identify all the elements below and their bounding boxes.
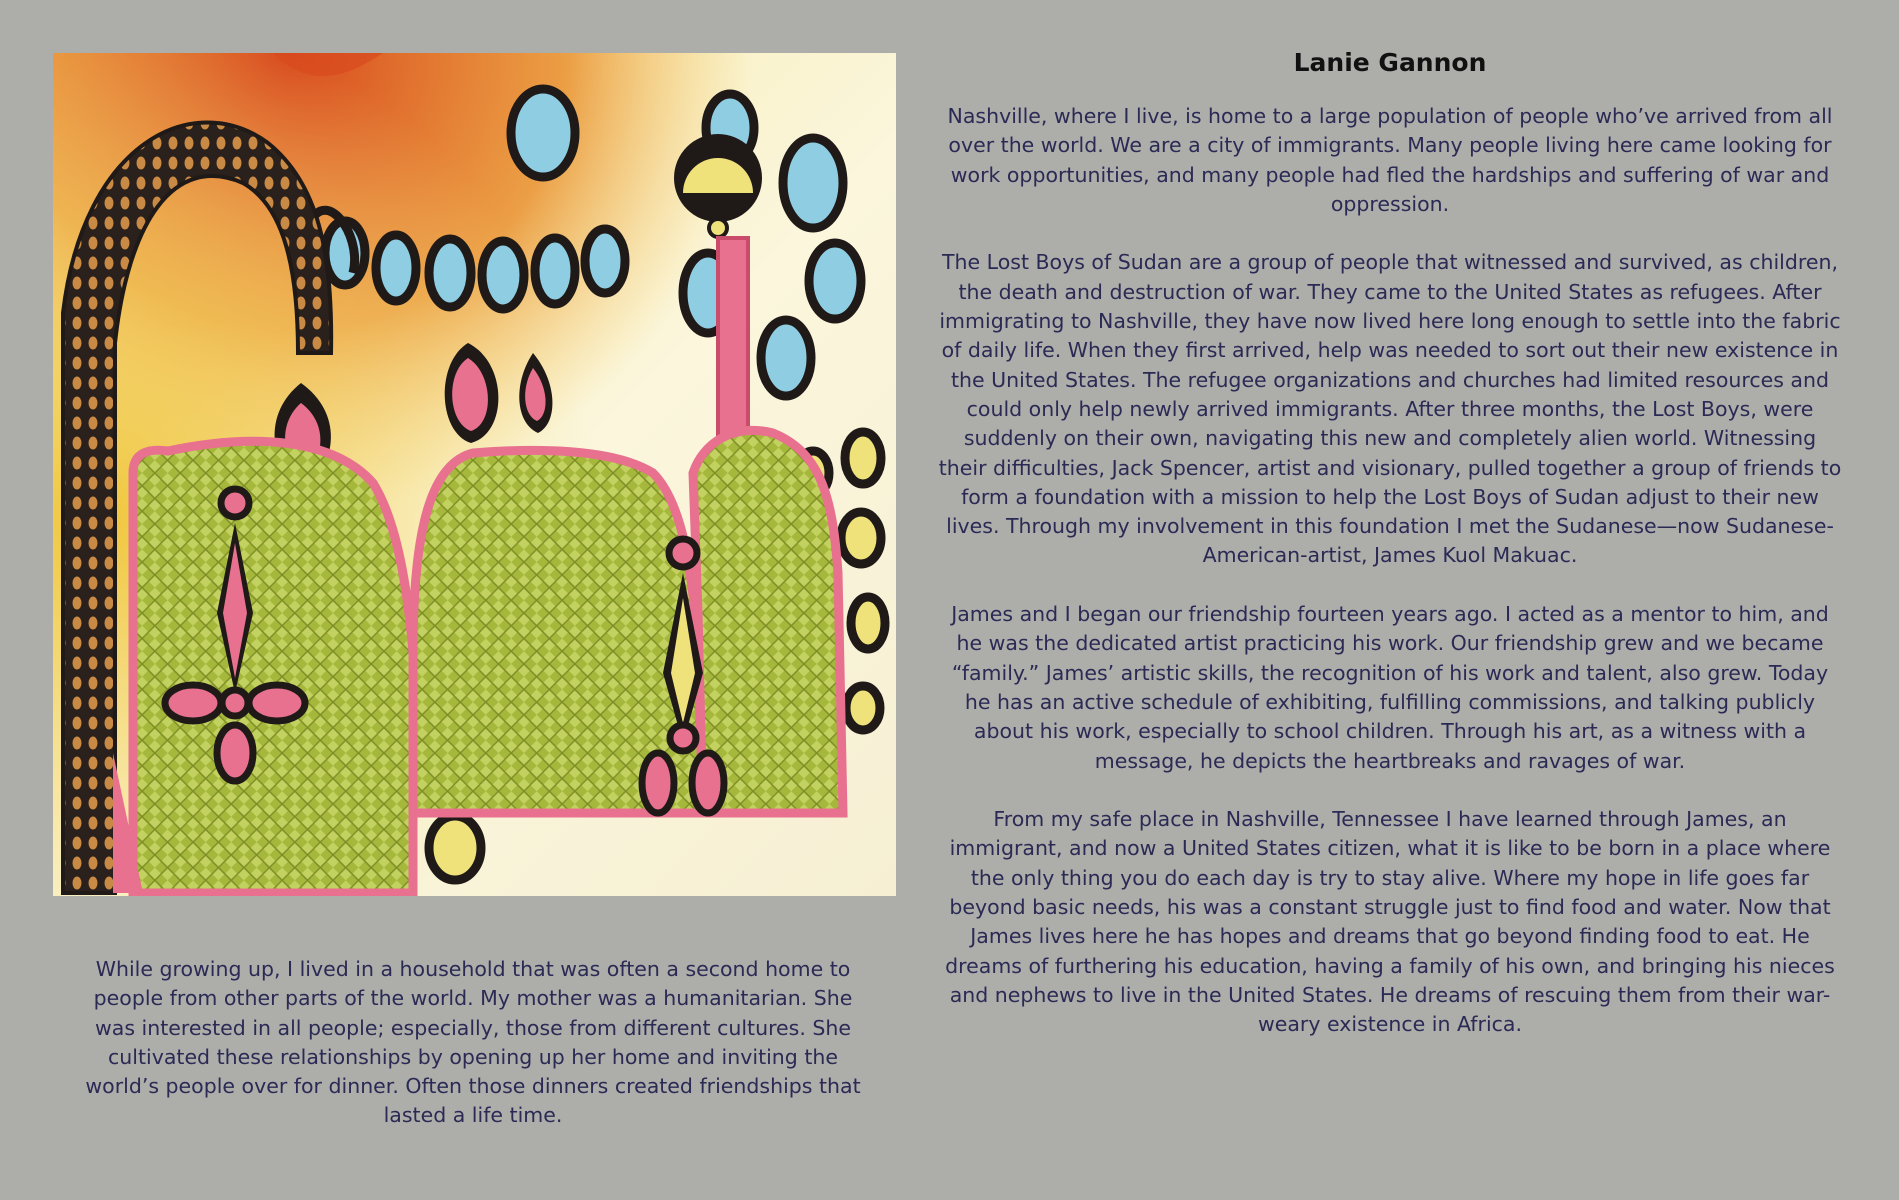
collage-artwork xyxy=(53,53,896,896)
paragraph-friendship: James and I began our friendship fourteen years ago. I acted as a mentor to him, and he was the dedicated artist practicing his work. Our friendship grew and we became “family.” James’ artistic skills, the recognition of his work and talent, also grew. Today he has an active schedule of exhibiting, fulfilling commissions, and talking publicly about his work, especially to school children. Through his art, as a witness with a message, he depicts the heartbreaks and ravages of war. xyxy=(951,602,1829,773)
author-name: Lanie Gannon xyxy=(1293,48,1487,77)
paragraph-nashville: Nashville, where I live, is home to a large population of people who’ve arrived from all over the world. We are a city of immigrants. Many people living here came looking for work opportunities, and many people had fled the hardships and suffering of war and oppression. xyxy=(947,104,1833,216)
essay-body xyxy=(938,102,1842,1069)
paragraph-safe-place: From my safe place in Nashville, Tennessee I have learned through James, an immigrant, and now a United States citizen, what it is like to be born in a place where the only thing you do each day is try to stay alive. Where my hope in life goes far beyond basic needs, his was a constant struggle just to find food and water. Now that James lives here he has hopes and dreams that go beyond finding food to eat. He dreams of furthering his education, having a family of his own, and bringing his nieces and nephews to live in the United States. He dreams of rescuing them from their war-weary existence in Africa. xyxy=(945,807,1835,1037)
paragraph-growing-up: While growing up, I lived in a household that was often a second home to people from other parts of the world. My mother was a humanitarian. She was interested in all people; especially, those from different cultures. She cultivated these relationships by opening up her home and inviting the world’s people over for dinner. Often those dinners created friendships that lasted a life time. xyxy=(85,957,861,1128)
paragraph-lost-boys: The Lost Boys of Sudan are a group of people that witnessed and survived, as children, the death and destruction of war. They came to the United States as refugees. After immigrating to Nashville, they have now lived here long enough to settle into the fabric of daily life. When they first arrived, help was needed to sort out their new existence in the United States. The refugee organizations and churches had limited resources and could only help newly arrived immigrants. After three months, the Lost Boys, were suddenly on their own, navigating this new and completely alien world. Witnessing their difficulties, Jack Spencer, artist and visionary, pulled together a group of friends to form a foundation with a mission to help the Lost Boys of Sudan adjust to their new lives. Through my involvement in this foundation I met the Sudanese—now Sudanese-American-artist, James Kuol Makuac. xyxy=(938,250,1842,568)
